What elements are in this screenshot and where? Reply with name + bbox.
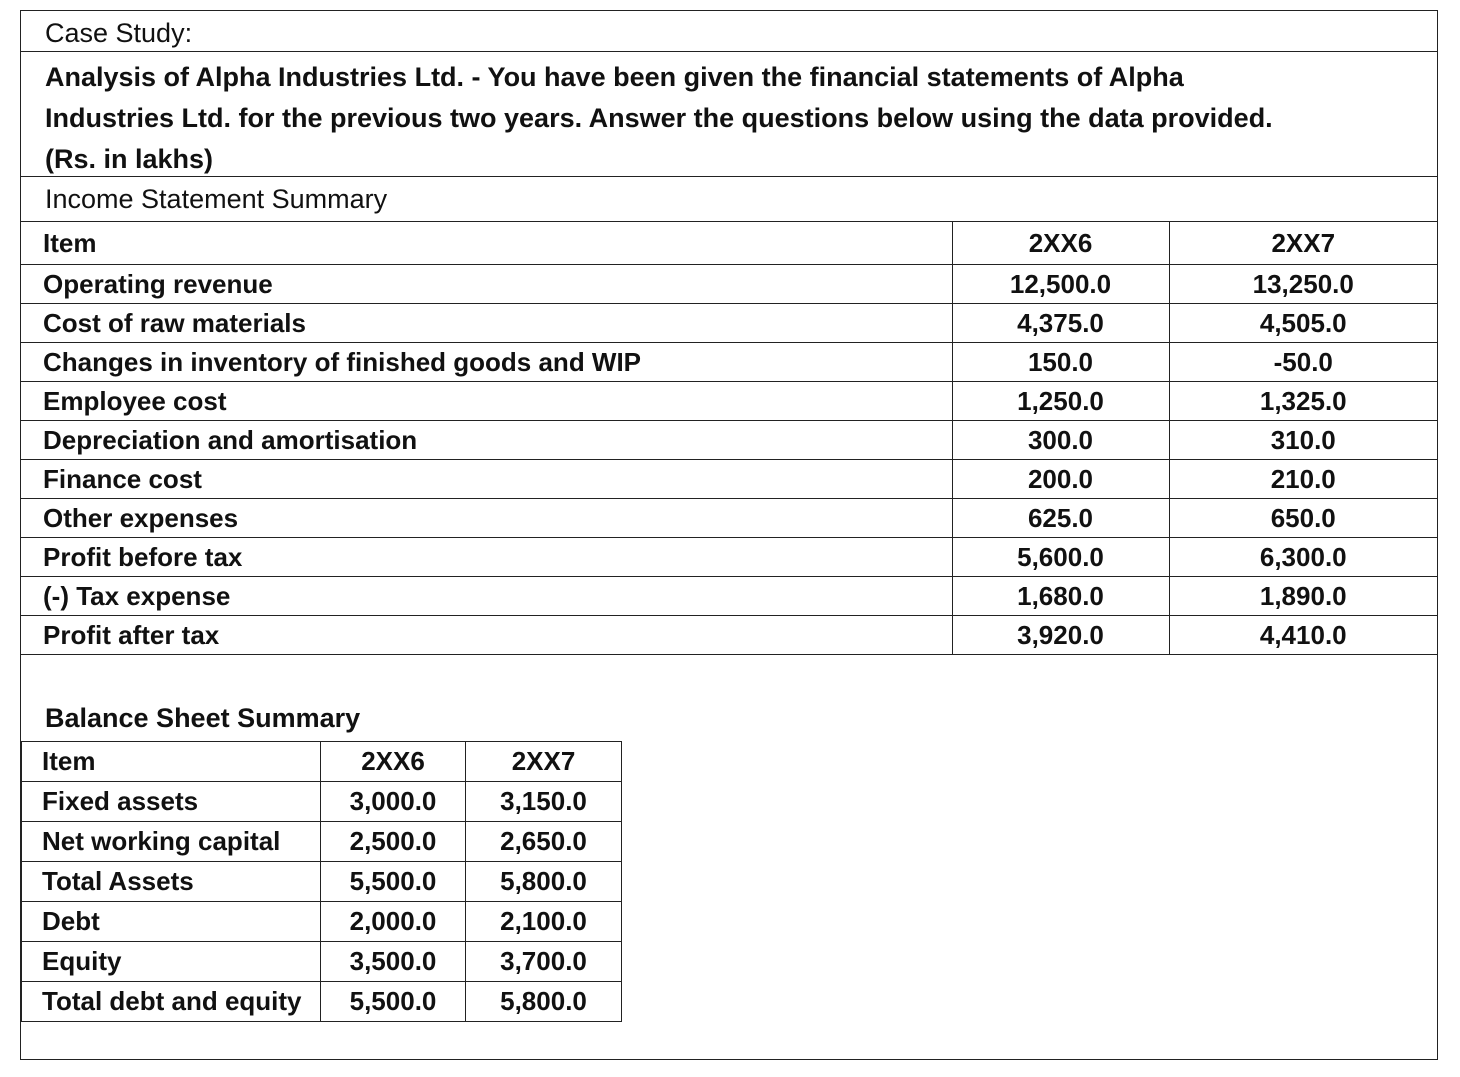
table-row	[22, 822, 622, 862]
table-row	[21, 304, 1437, 343]
intro-line: Industries Ltd. for the previous two years. Answer the questions below using the data provided.	[45, 103, 1273, 133]
cell-2xx7: 5,800.0	[466, 982, 622, 1022]
cell-2xx6: 5,500.0	[321, 982, 466, 1022]
cell-2xx7: 3,700.0	[466, 942, 622, 982]
column-header-2xx7: 2XX7	[1169, 222, 1437, 265]
table-row	[21, 538, 1437, 577]
table-row	[21, 577, 1437, 616]
row-label: Fixed assets	[22, 782, 321, 822]
cell-2xx7: 2,100.0	[466, 902, 622, 942]
cell-2xx7: -50.0	[1169, 343, 1437, 382]
divider	[21, 51, 1437, 52]
cell-2xx7: 310.0	[1169, 421, 1437, 460]
table-row	[22, 862, 622, 902]
cell-2xx7: 5,800.0	[466, 862, 622, 902]
row-label: Profit after tax	[21, 616, 952, 655]
cell-2xx6: 300.0	[952, 421, 1169, 460]
balance-sheet-table	[21, 741, 622, 1022]
table-row	[21, 343, 1437, 382]
cell-2xx6: 3,920.0	[952, 616, 1169, 655]
column-header-2xx7: 2XX7	[466, 742, 622, 782]
income-statement-heading: Income Statement Summary	[45, 184, 388, 214]
column-header-2xx6: 2XX6	[321, 742, 466, 782]
cell-2xx6: 150.0	[952, 343, 1169, 382]
cell-2xx7: 4,410.0	[1169, 616, 1437, 655]
cell-2xx6: 5,600.0	[952, 538, 1169, 577]
row-label: Depreciation and amortisation	[21, 421, 952, 460]
income-statement-table	[21, 221, 1437, 655]
cell-2xx7: 4,505.0	[1169, 304, 1437, 343]
table-header-row	[22, 742, 622, 782]
cell-2xx6: 4,375.0	[952, 304, 1169, 343]
cell-2xx7: 2,650.0	[466, 822, 622, 862]
table-row	[21, 382, 1437, 421]
table-row	[22, 942, 622, 982]
row-label: Debt	[22, 902, 321, 942]
table-row	[22, 902, 622, 942]
cell-2xx6: 5,500.0	[321, 862, 466, 902]
intro-line: Analysis of Alpha Industries Ltd. - You have been given the financial statements of Alpha	[45, 62, 1184, 92]
row-label: Operating revenue	[21, 265, 952, 304]
cell-2xx7: 1,890.0	[1169, 577, 1437, 616]
row-label: Net working capital	[22, 822, 321, 862]
cell-2xx6: 3,500.0	[321, 942, 466, 982]
table-row	[21, 616, 1437, 655]
row-label: (-) Tax expense	[21, 577, 952, 616]
table-row	[21, 499, 1437, 538]
column-header-2xx6: 2XX6	[952, 222, 1169, 265]
row-label: Equity	[22, 942, 321, 982]
row-label: Cost of raw materials	[21, 304, 952, 343]
case-study-title: Case Study:	[45, 18, 193, 48]
cell-2xx6: 625.0	[952, 499, 1169, 538]
row-label: Profit before tax	[21, 538, 952, 577]
row-label: Total Assets	[22, 862, 321, 902]
table-header-row	[21, 222, 1437, 265]
row-label: Employee cost	[21, 382, 952, 421]
table-row	[21, 265, 1437, 304]
row-label: Other expenses	[21, 499, 952, 538]
cell-2xx7: 6,300.0	[1169, 538, 1437, 577]
cell-2xx6: 2,000.0	[321, 902, 466, 942]
row-label: Changes in inventory of finished goods and WIP	[21, 343, 952, 382]
column-header-item: Item	[22, 742, 321, 782]
cell-2xx6: 200.0	[952, 460, 1169, 499]
table-row	[21, 421, 1437, 460]
column-header-item: Item	[21, 222, 952, 265]
case-study-sheet	[20, 10, 1438, 1060]
row-label: Finance cost	[21, 460, 952, 499]
divider	[21, 176, 1437, 177]
balance-sheet-heading: Balance Sheet Summary	[45, 703, 361, 733]
intro-line: (Rs. in lakhs)	[45, 144, 214, 174]
cell-2xx6: 1,250.0	[952, 382, 1169, 421]
cell-2xx6: 12,500.0	[952, 265, 1169, 304]
cell-2xx6: 3,000.0	[321, 782, 466, 822]
cell-2xx6: 2,500.0	[321, 822, 466, 862]
cell-2xx7: 3,150.0	[466, 782, 622, 822]
cell-2xx7: 1,325.0	[1169, 382, 1437, 421]
cell-2xx7: 210.0	[1169, 460, 1437, 499]
case-intro	[45, 57, 1415, 180]
cell-2xx7: 650.0	[1169, 499, 1437, 538]
row-label: Total debt and equity	[22, 982, 321, 1022]
table-row	[22, 782, 622, 822]
table-row	[21, 460, 1437, 499]
cell-2xx7: 13,250.0	[1169, 265, 1437, 304]
table-row	[22, 982, 622, 1022]
cell-2xx6: 1,680.0	[952, 577, 1169, 616]
